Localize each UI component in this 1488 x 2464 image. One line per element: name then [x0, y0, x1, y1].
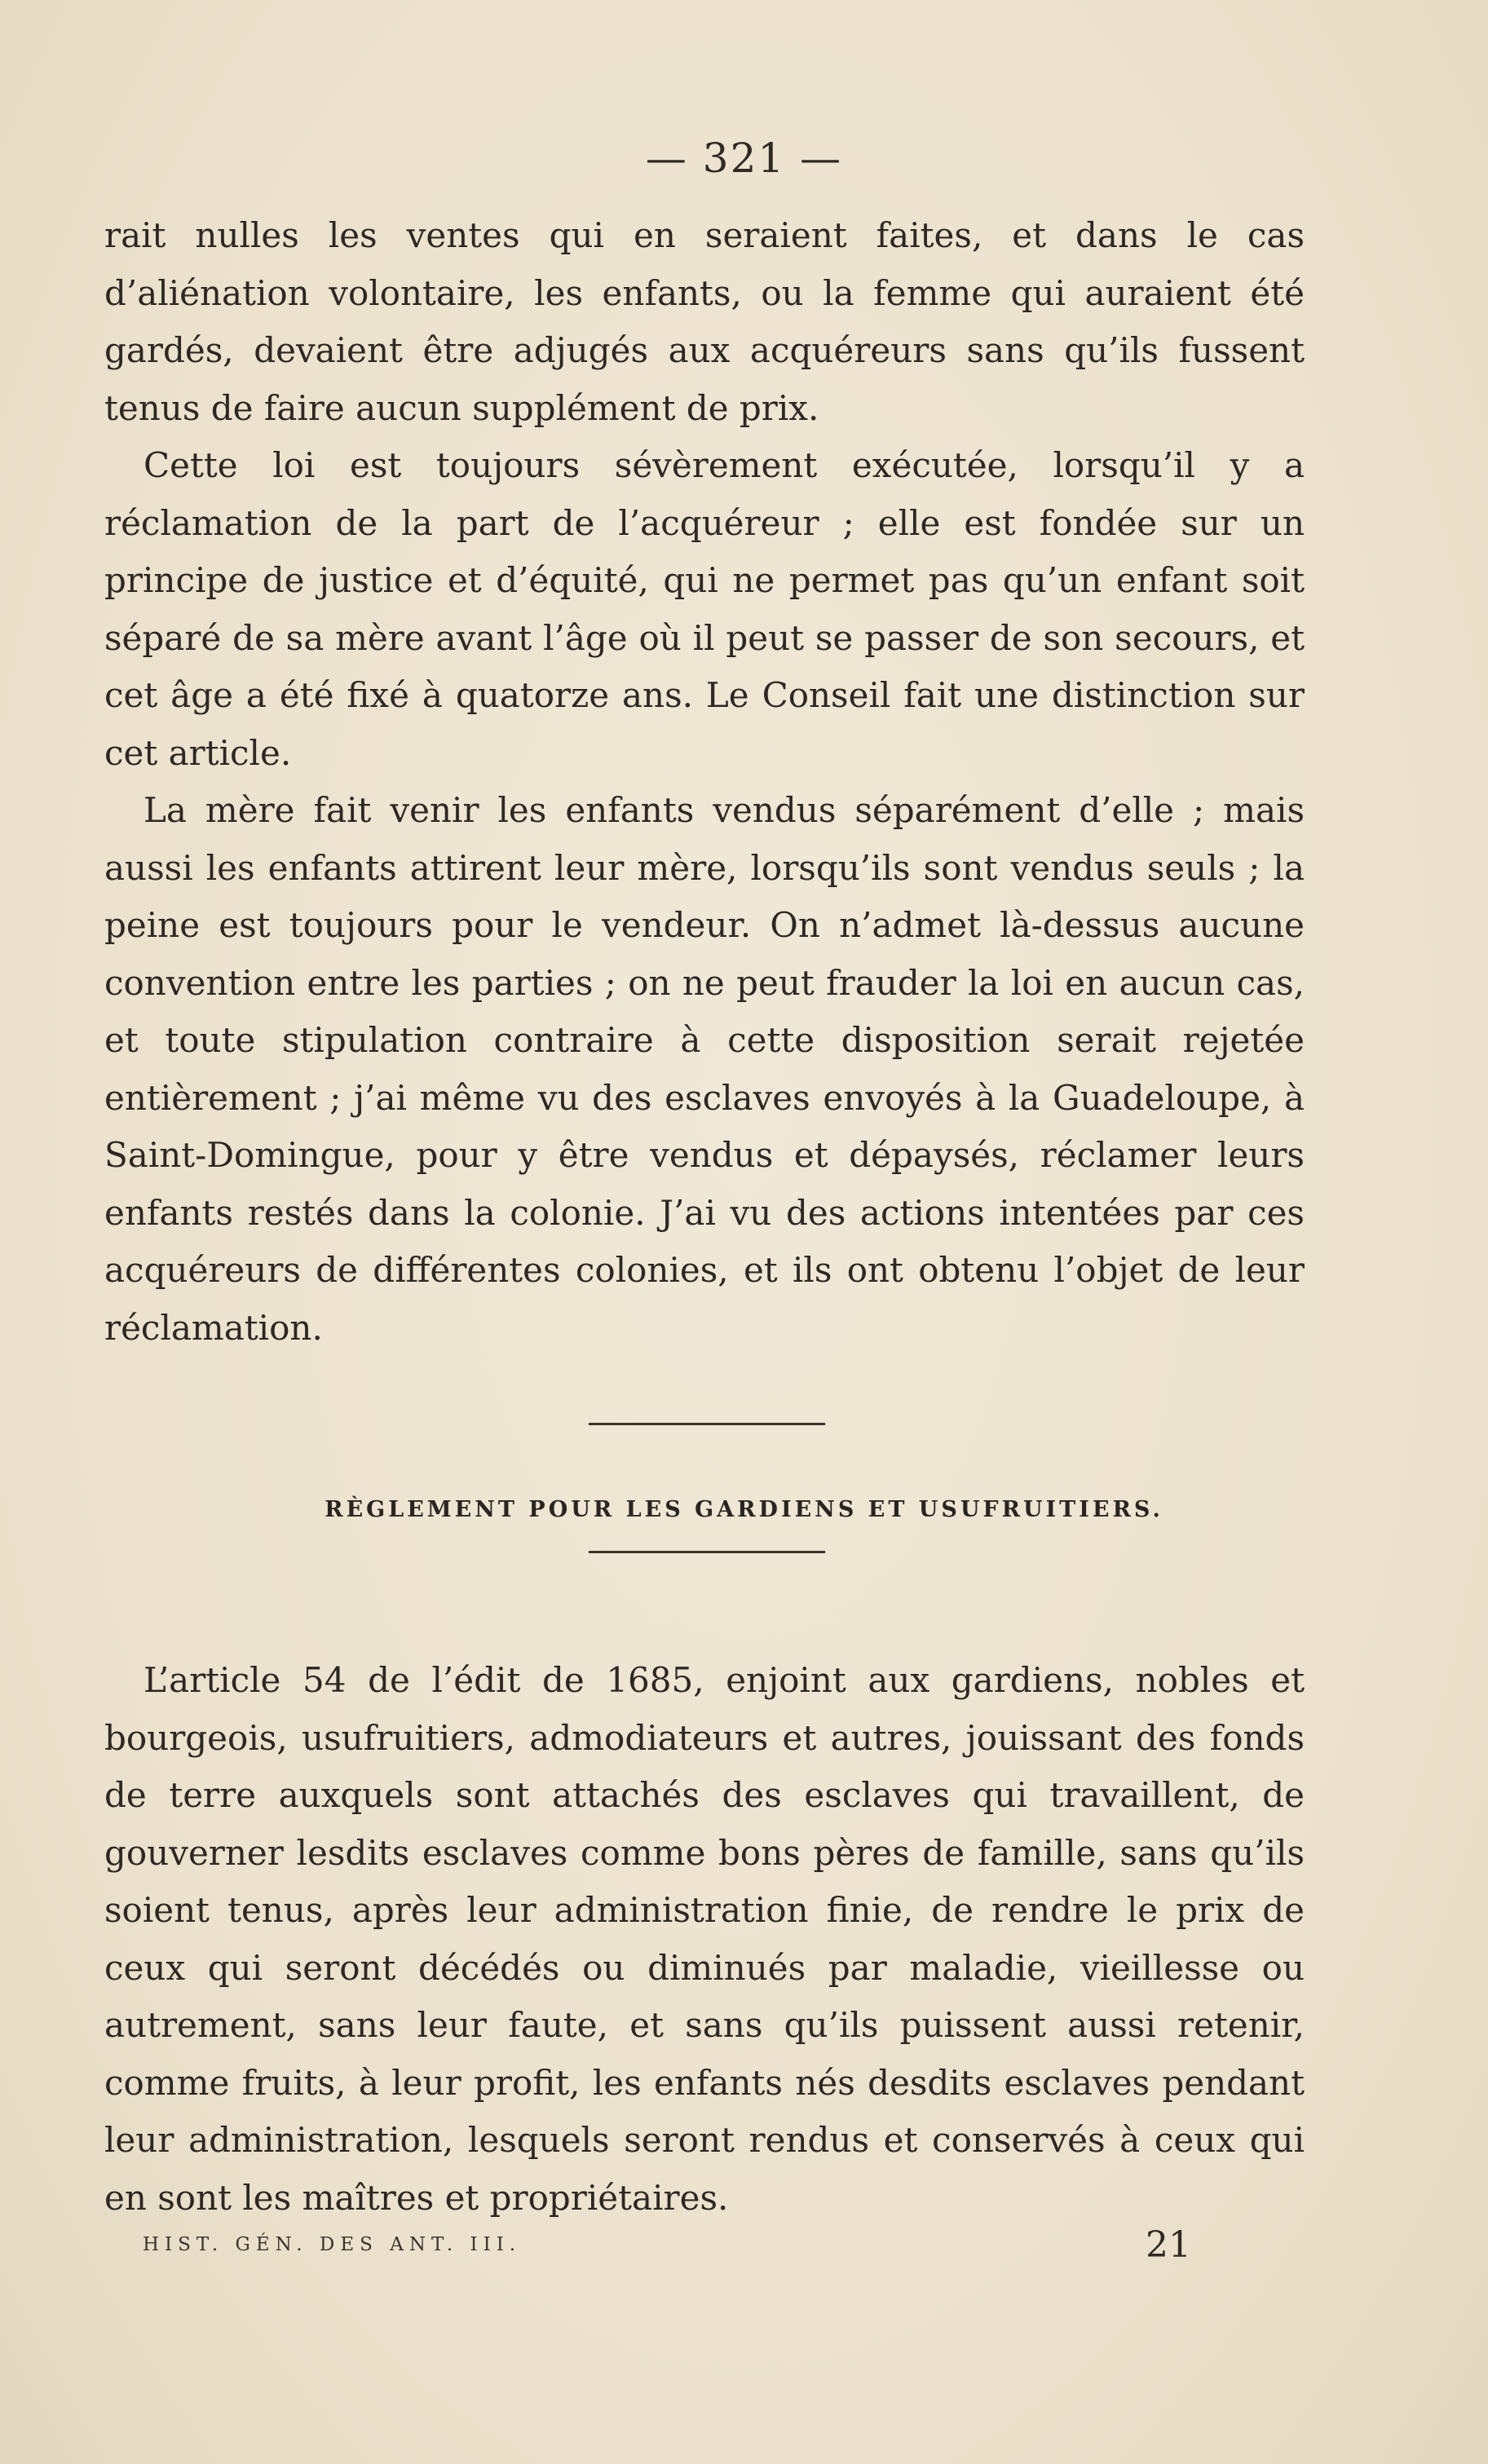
text-block-top [104, 207, 1305, 1357]
page-number: — 321 — [645, 135, 843, 182]
section-divider-top [589, 1423, 825, 1425]
paragraph-continuation: rait nulles les ventes qui en seraient faites, et dans le cas d’aliénation volontaire, les enfants, ou la femme qui auraient été gardés, devaient être adjugés aux acquéreurs sans qu’ils fussent tenus de faire aucun supplément de prix. [104, 215, 1305, 428]
section-heading: RÈGLEMENT POUR LES GARDIENS ET USUFRUITIERS. [325, 1497, 1163, 1522]
footer-signature-line: HIST. GÉN. DES ANT. III. [143, 2234, 522, 2255]
section-divider-bottom [589, 1551, 825, 1553]
paragraph-article-54: L’article 54 de l’édit de 1685, enjoint aux gardiens, nobles et bourgeois, usufruitiers, admodiateurs et autres, jouissant des fonds de terre auxquels sont attachés des esclaves qui travaillent, de gouverner lesdits esclaves comme bons pères de famille, sans qu’ils soient tenus, après leur administration finie, de rendre le prix de ceux qui seront décédés ou diminués par maladie, vieillesse ou autrement, sans leur faute, et sans qu’ils puissent aussi retenir, comme fruits, à leur profit, les enfants nés desdits esclaves pendant leur administration, lesquels seront rendus et conservés à ceux qui en sont les maîtres et propriétaires. [104, 1660, 1305, 2218]
paragraph-mother-children: La mère fait venir les enfants vendus séparément d’elle ; mais aussi les enfants attirent leur mère, lorsqu’ils sont vendus seuls ; la peine est toujours pour le vendeur. On n’admet là-dessus aucune convention entre les parties ; on ne peut frauder la loi en aucun cas, et toute stipulation contraire à cette disposition serait rejetée entièrement ; j’ai même vu des esclaves envoyés à la Guadeloupe, à Saint-Domingue, pour y être vendus et dépaysés, réclamer leurs enfants restés dans la colonie. J’ai vu des actions intentées par ces acquéreurs de différentes colonies, et ils ont obtenu l’objet de leur réclamation. [104, 790, 1305, 1348]
paragraph-law-enforcement: Cette loi est toujours sévèrement exécutée, lorsqu’il y a réclamation de la part de l’acquéreur ; elle est fondée sur un principe de justice et d’équité, qui ne permet pas qu’un enfant soit séparé de sa mère avant l’âge où il peut se passer de son secours, et cet âge a été fixé à quatorze ans. Le Conseil fait une distinction sur cet article. [104, 445, 1305, 773]
text-block-bottom [104, 1652, 1305, 2227]
signature-number: 21 [1146, 2224, 1191, 2266]
